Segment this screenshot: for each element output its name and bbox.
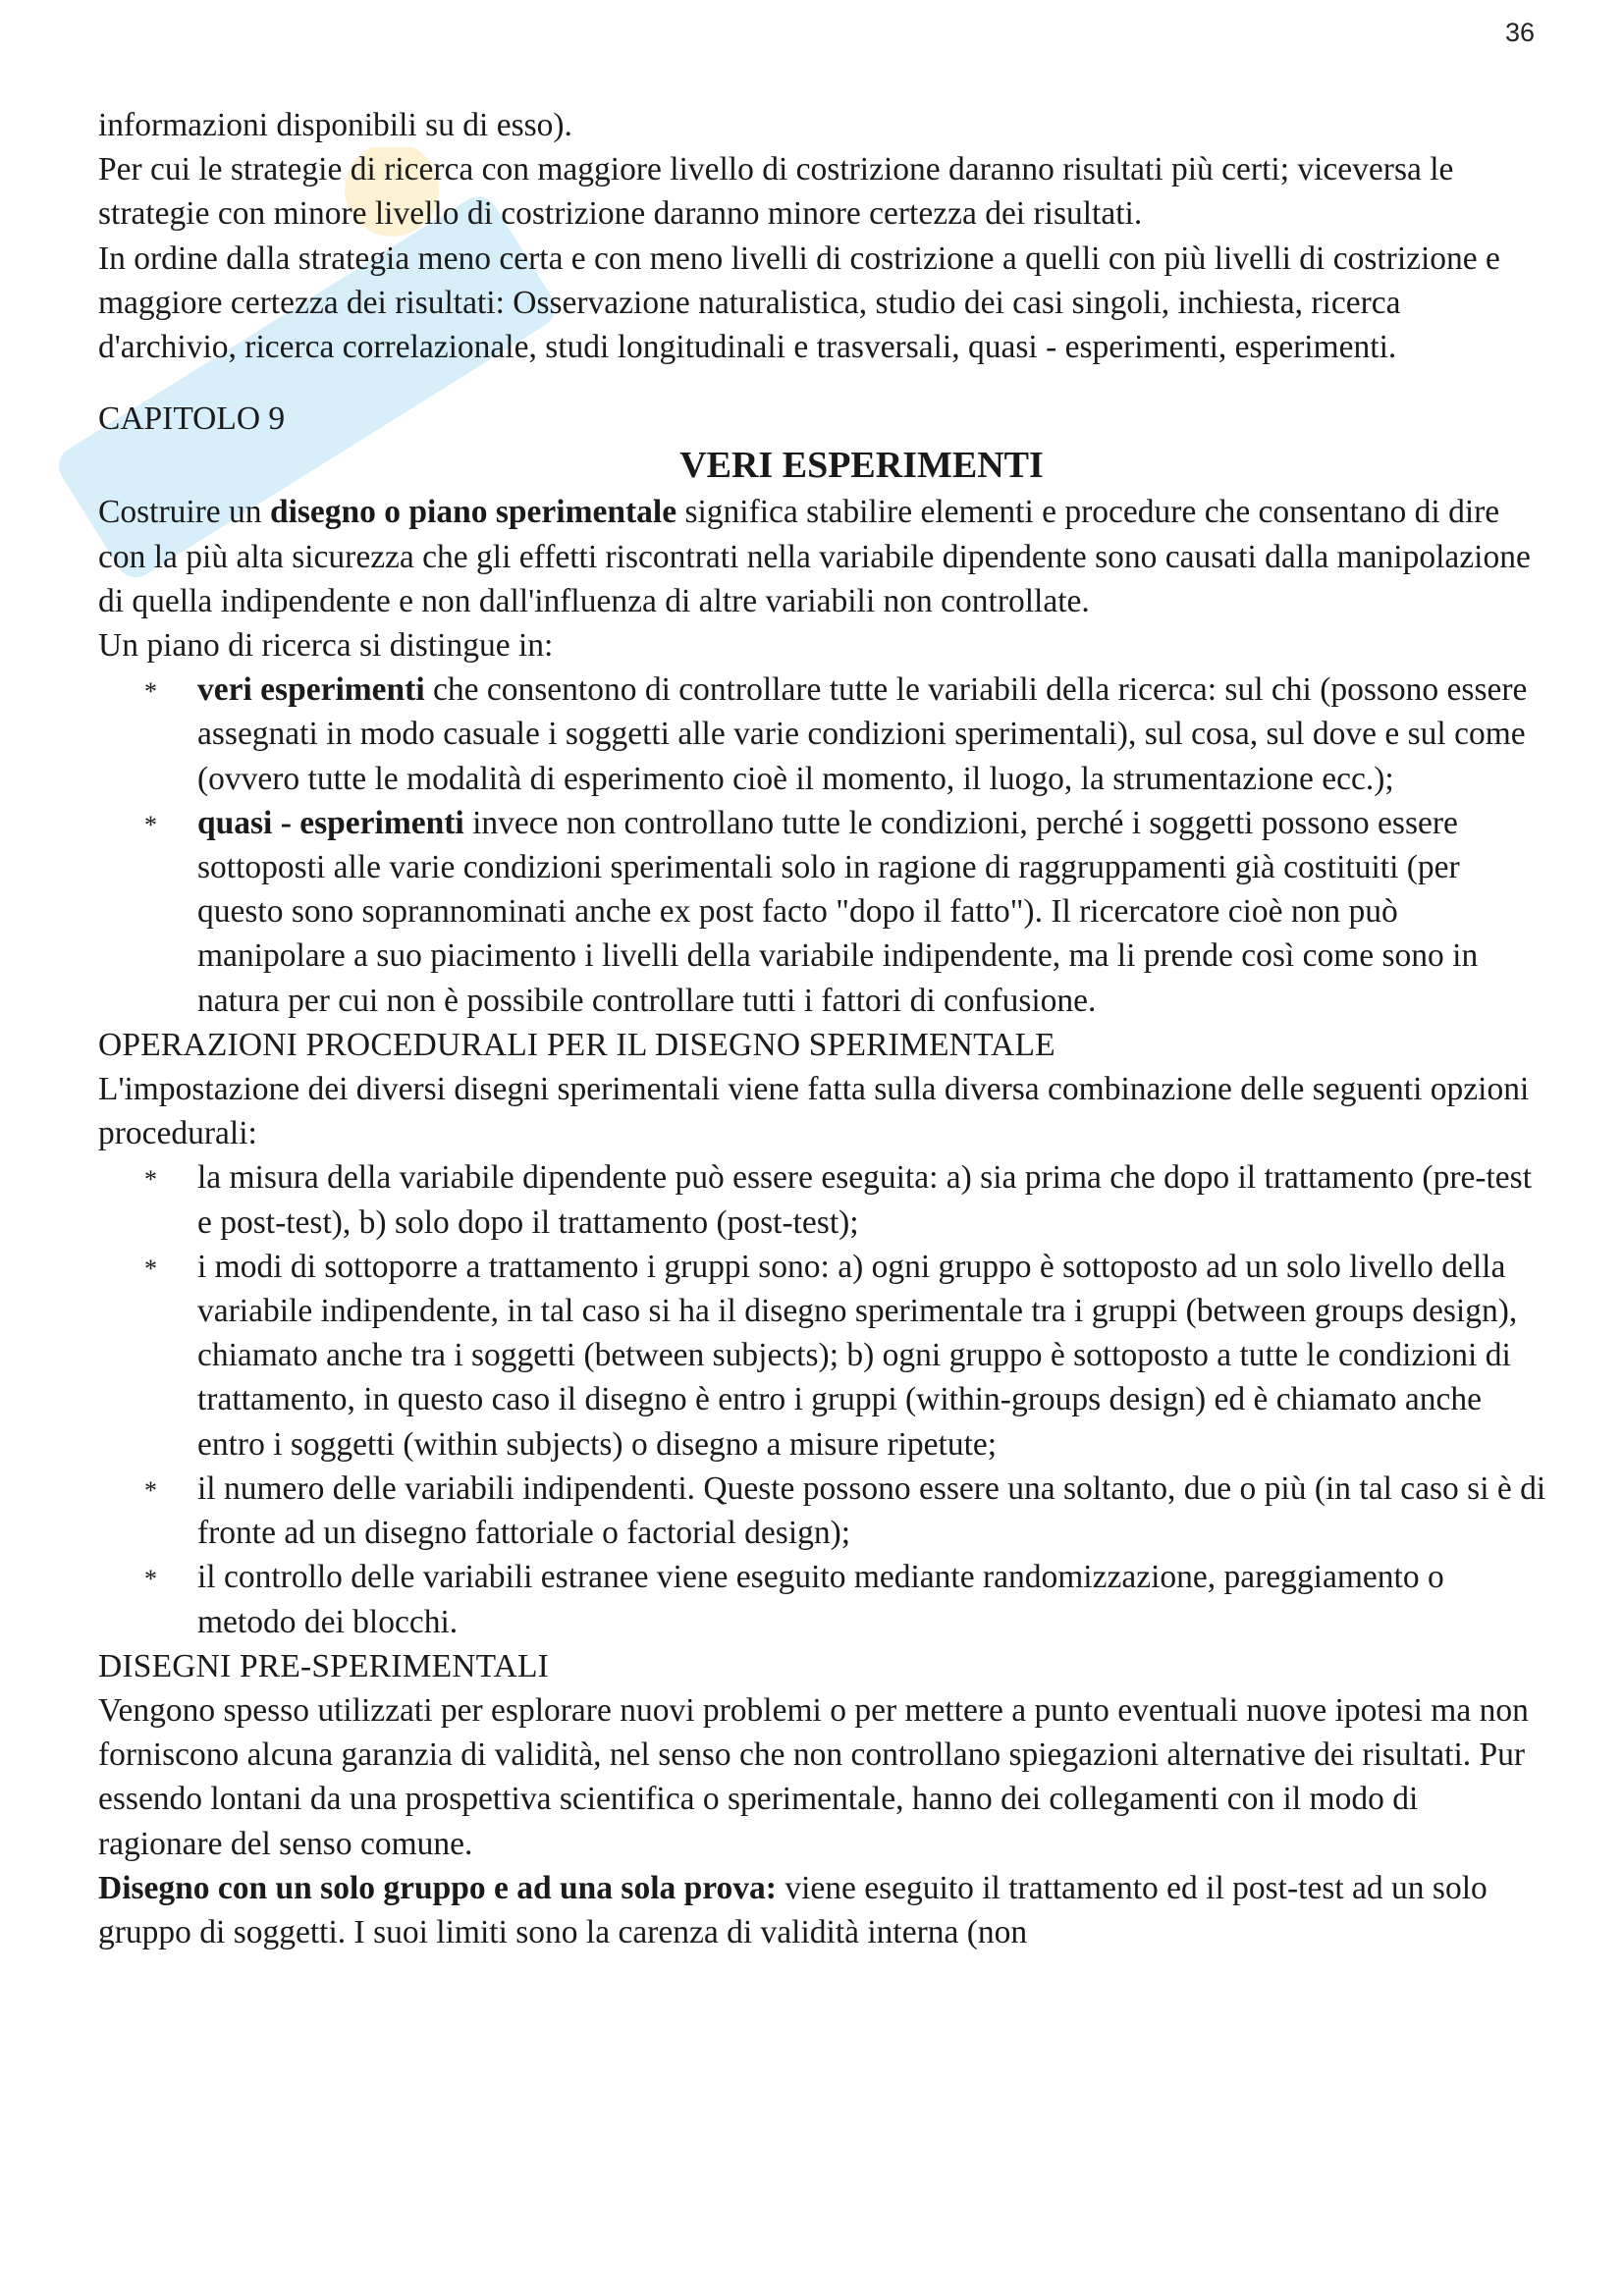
design-term: Disegno con un solo gruppo e ad una sola prova: xyxy=(98,1869,777,1906)
intro-paragraph-3: In ordine dalla strategia meno certa e con meno livelli di costrizione a quelli con più livelli di costrizione e maggiore certezza dei risultati: Osservazione naturalistica, studio dei casi singoli, inchiesta, ricerca d'archivio, ricerca correlazionale, studi longitudinali e trasversali, quasi - esperimenti, esperimenti. xyxy=(98,240,1500,366)
intro-paragraph-1: informazioni disponibili su di esso). xyxy=(98,107,572,143)
bullet-asterisk: * xyxy=(144,1165,157,1195)
pre-experimental-paragraph: Vengono spesso utilizzati per esplorare nuovi problemi o per mettere a punto eventuali nuove ipotesi ma non forniscono alcuna garanzia di validità, nel senso che non controllano spiegazioni alternative dei risultati. Pur essendo lontani da una prospettiva scientifica o sperimentale, hanno dei collegamenti con il modo di ragionare del senso comune. xyxy=(98,1691,1529,1862)
list-item: * la misura della variabile dipendente può essere eseguita: a) sia prima che dopo il trattamento (pre-test e post-test), b) solo dopo il trattamento (post-test); xyxy=(144,1159,1533,1241)
chapter-title: VERI ESPERIMENTI xyxy=(679,445,1044,487)
section-heading-operations: OPERAZIONI PROCEDURALI PER IL DISEGNO SPERIMENTALE xyxy=(98,1026,1055,1063)
list-item: * i modi di sottoporre a trattamento i gruppi sono: a) ogni gruppo è sottoposto ad un solo livello della variabile indipendente, in tal caso si ha il disegno sperimentale tra i gruppi (between groups design), chiamato anche tra i soggetti (between subjects); b) ogni gruppo è sottoposto a tutte le condizioni di trattamento, in questo caso il disegno è entro i gruppi (within-groups design) ed è chiamato anche entro i soggetti (within subjects) o disegno a misure ripetute; xyxy=(144,1248,1518,1463)
operations-intro: L'impostazione dei diversi disegni sperimentali viene fatta sulla diversa combinazione delle seguenti opzioni procedurali: xyxy=(98,1071,1530,1152)
section-heading-pre-experimental: DISEGNI PRE-SPERIMENTALI xyxy=(98,1647,550,1684)
definition-paragraph: Costruire un disegno o piano sperimentale significa stabilire elementi e procedure che consentano di dire con la più alta sicurezza che gli effetti riscontrati nella variabile dipendente sono causati dalla manipolazione di quella indipendente e non dall'influenza di altre variabili non controllate. xyxy=(98,494,1531,619)
intro-paragraph-2: Per cui le strategie di ricerca con maggiore livello di costrizione daranno risultati più certi; viceversa le strategie con minore livello di costrizione daranno minore certezza dei risultati. xyxy=(98,151,1454,233)
plan-intro: Un piano di ricerca si distingue in: xyxy=(98,627,554,665)
bullet-asterisk: * xyxy=(144,1254,157,1283)
list-item: * veri esperimenti che consentono di controllare tutte le variabili della ricerca: sul chi (possono essere assegnati in modo casuale i soggetti alle varie condizioni sperimentali), sul cosa, sul dove e sul come (ovvero tutte le modalità di esperimento cioè il momento, il luogo, la strumentazione ecc.); xyxy=(144,671,1528,797)
bullet-asterisk: * xyxy=(144,677,157,707)
definition-term: disegno o piano sperimentale xyxy=(269,494,677,531)
bullet-asterisk: * xyxy=(144,1475,157,1505)
list-item: * il numero delle variabili indipendenti. Queste possono essere una soltanto, due o più (in tal caso si è di fronte ad un disegno fattoriale o factorial design); xyxy=(144,1469,1546,1552)
bullet-asterisk: * xyxy=(144,1565,157,1594)
operations-list xyxy=(98,1155,1546,1643)
bullet-asterisk: * xyxy=(144,810,157,839)
page-content xyxy=(98,103,1546,1954)
plan-list xyxy=(98,667,1546,1023)
chapter-label: CAPITOLO 9 xyxy=(98,400,286,438)
single-group-design-paragraph: Disegno con un solo gruppo e ad una sola prova: viene eseguito il trattamento ed il post-test ad un solo gruppo di soggetti. I suoi limiti sono la carenza di validità interna (non xyxy=(98,1869,1488,1950)
list-item: * il controllo delle variabili estranee viene eseguito mediante randomizzazione, pareggiamento o metodo dei blocchi. xyxy=(144,1559,1444,1640)
list-item: * quasi - esperimenti invece non controllano tutte le condizioni, perché i soggetti possono essere sottoposti alle varie condizioni sperimentali solo in ragione di raggruppamenti già costituiti (per questo sono soprannominati anche ex post facto "dopo il fatto"). Il ricercatore cioè non può manipolare a suo piacimento i livelli della variabile indipendente, ma li prende così come sono in natura per cui non è possibile controllare tutti i fattori di confusione. xyxy=(144,804,1479,1019)
page-number: 36 xyxy=(1504,18,1535,47)
